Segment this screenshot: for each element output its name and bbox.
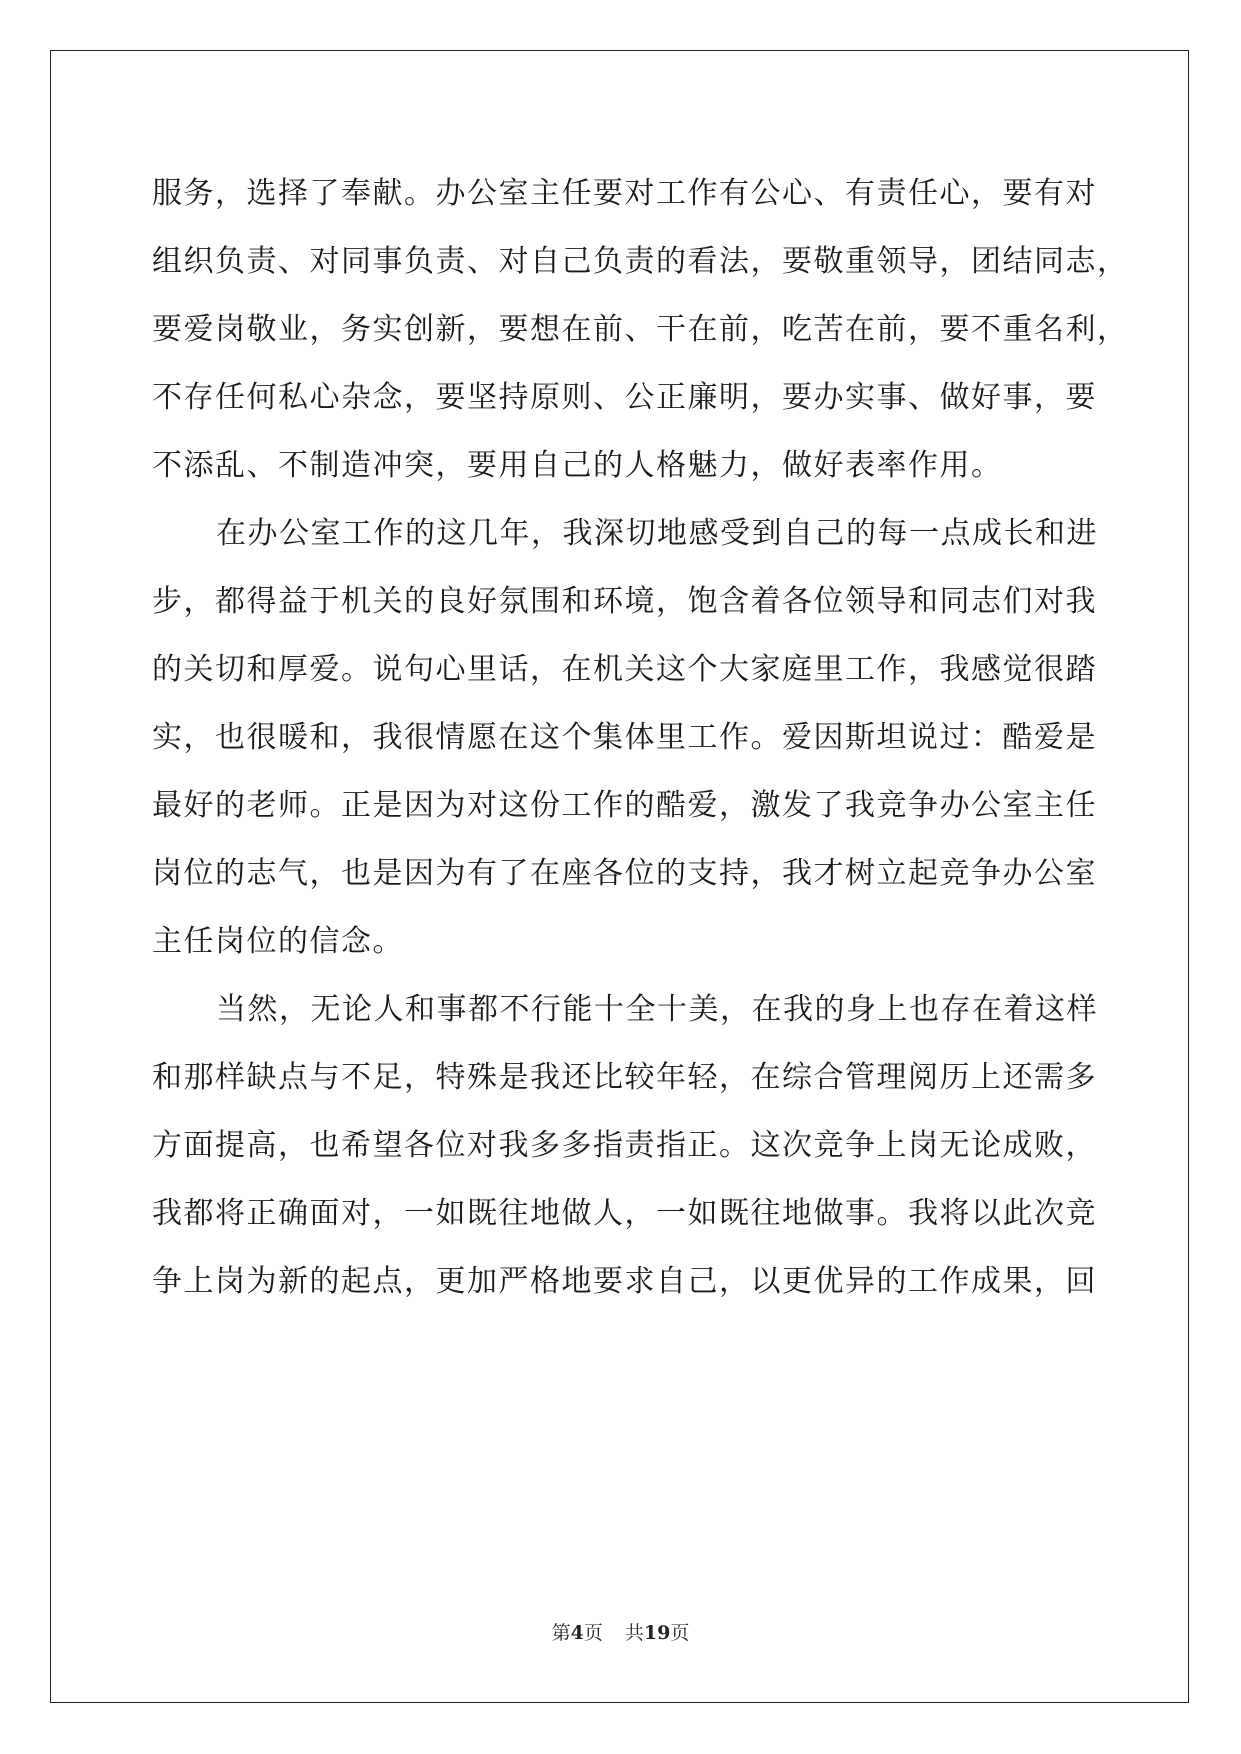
total-pages: 19 [643,1622,671,1644]
text-line: 要爱岗敬业，务实创新，要想在前、干在前，吃苦在前，要不重名利， [152,312,1129,347]
text-line: 组织负责、对同事负责、对自己负责的看法，要敬重领导，团结同志， [152,244,1129,279]
text-line: 不存任何私心杂念，要坚持原则、公正廉明，要办实事、做好事，要 [152,380,1097,415]
text-line: 的关切和厚爱。说句心里话，在机关这个大家庭里工作，我感觉很踏 [152,652,1097,687]
text-line: 和那样缺点与不足，特殊是我还比较年轻，在综合管理阅历上还需多 [152,1060,1097,1095]
page-number-prefix: 第 [551,1622,571,1644]
total-pages-prefix: 共 [624,1622,644,1644]
text-line: 方面提高，也希望各位对我多多指责指正。这次竞争上岗无论成败， [152,1128,1097,1163]
page-number-suffix: 页 [583,1622,603,1644]
text-line: 岗位的志气，也是因为有了在座各位的支持，我才树立起竞争办公室 [152,856,1097,891]
text-line: 步，都得益于机关的良好氛围和环境，饱含着各位领导和同志们对我 [152,584,1097,619]
page-number: 4 [570,1622,584,1644]
text-line: 在办公室工作的这几年，我深切地感受到自己的每一点成长和进 [216,516,1098,551]
text-line: 争上岗为新的起点，更加严格地要求自己，以更优异的工作成果，回 [152,1264,1097,1299]
text-line: 最好的老师。正是因为对这份工作的酷爱，激发了我竞争办公室主任 [152,788,1097,823]
document-body [152,160,1129,1316]
text-line: 当然，无论人和事都不行能十全十美，在我的身上也存在着这样 [216,992,1098,1027]
page-footer [0,1618,1241,1645]
text-line: 实，也很暖和，我很情愿在这个集体里工作。爱因斯坦说过：酷爱是 [152,720,1097,755]
text-line: 主任岗位的信念。 [152,924,404,959]
text-line: 我都将正确面对，一如既往地做人，一如既往地做事。我将以此次竞 [152,1196,1097,1231]
text-line: 服务，选择了奉献。办公室主任要对工作有公心、有责任心，要有对 [152,176,1097,211]
total-pages-suffix: 页 [670,1622,690,1644]
text-line: 不添乱、不制造冲突，要用自己的人格魅力，做好表率作用。 [152,448,1003,483]
